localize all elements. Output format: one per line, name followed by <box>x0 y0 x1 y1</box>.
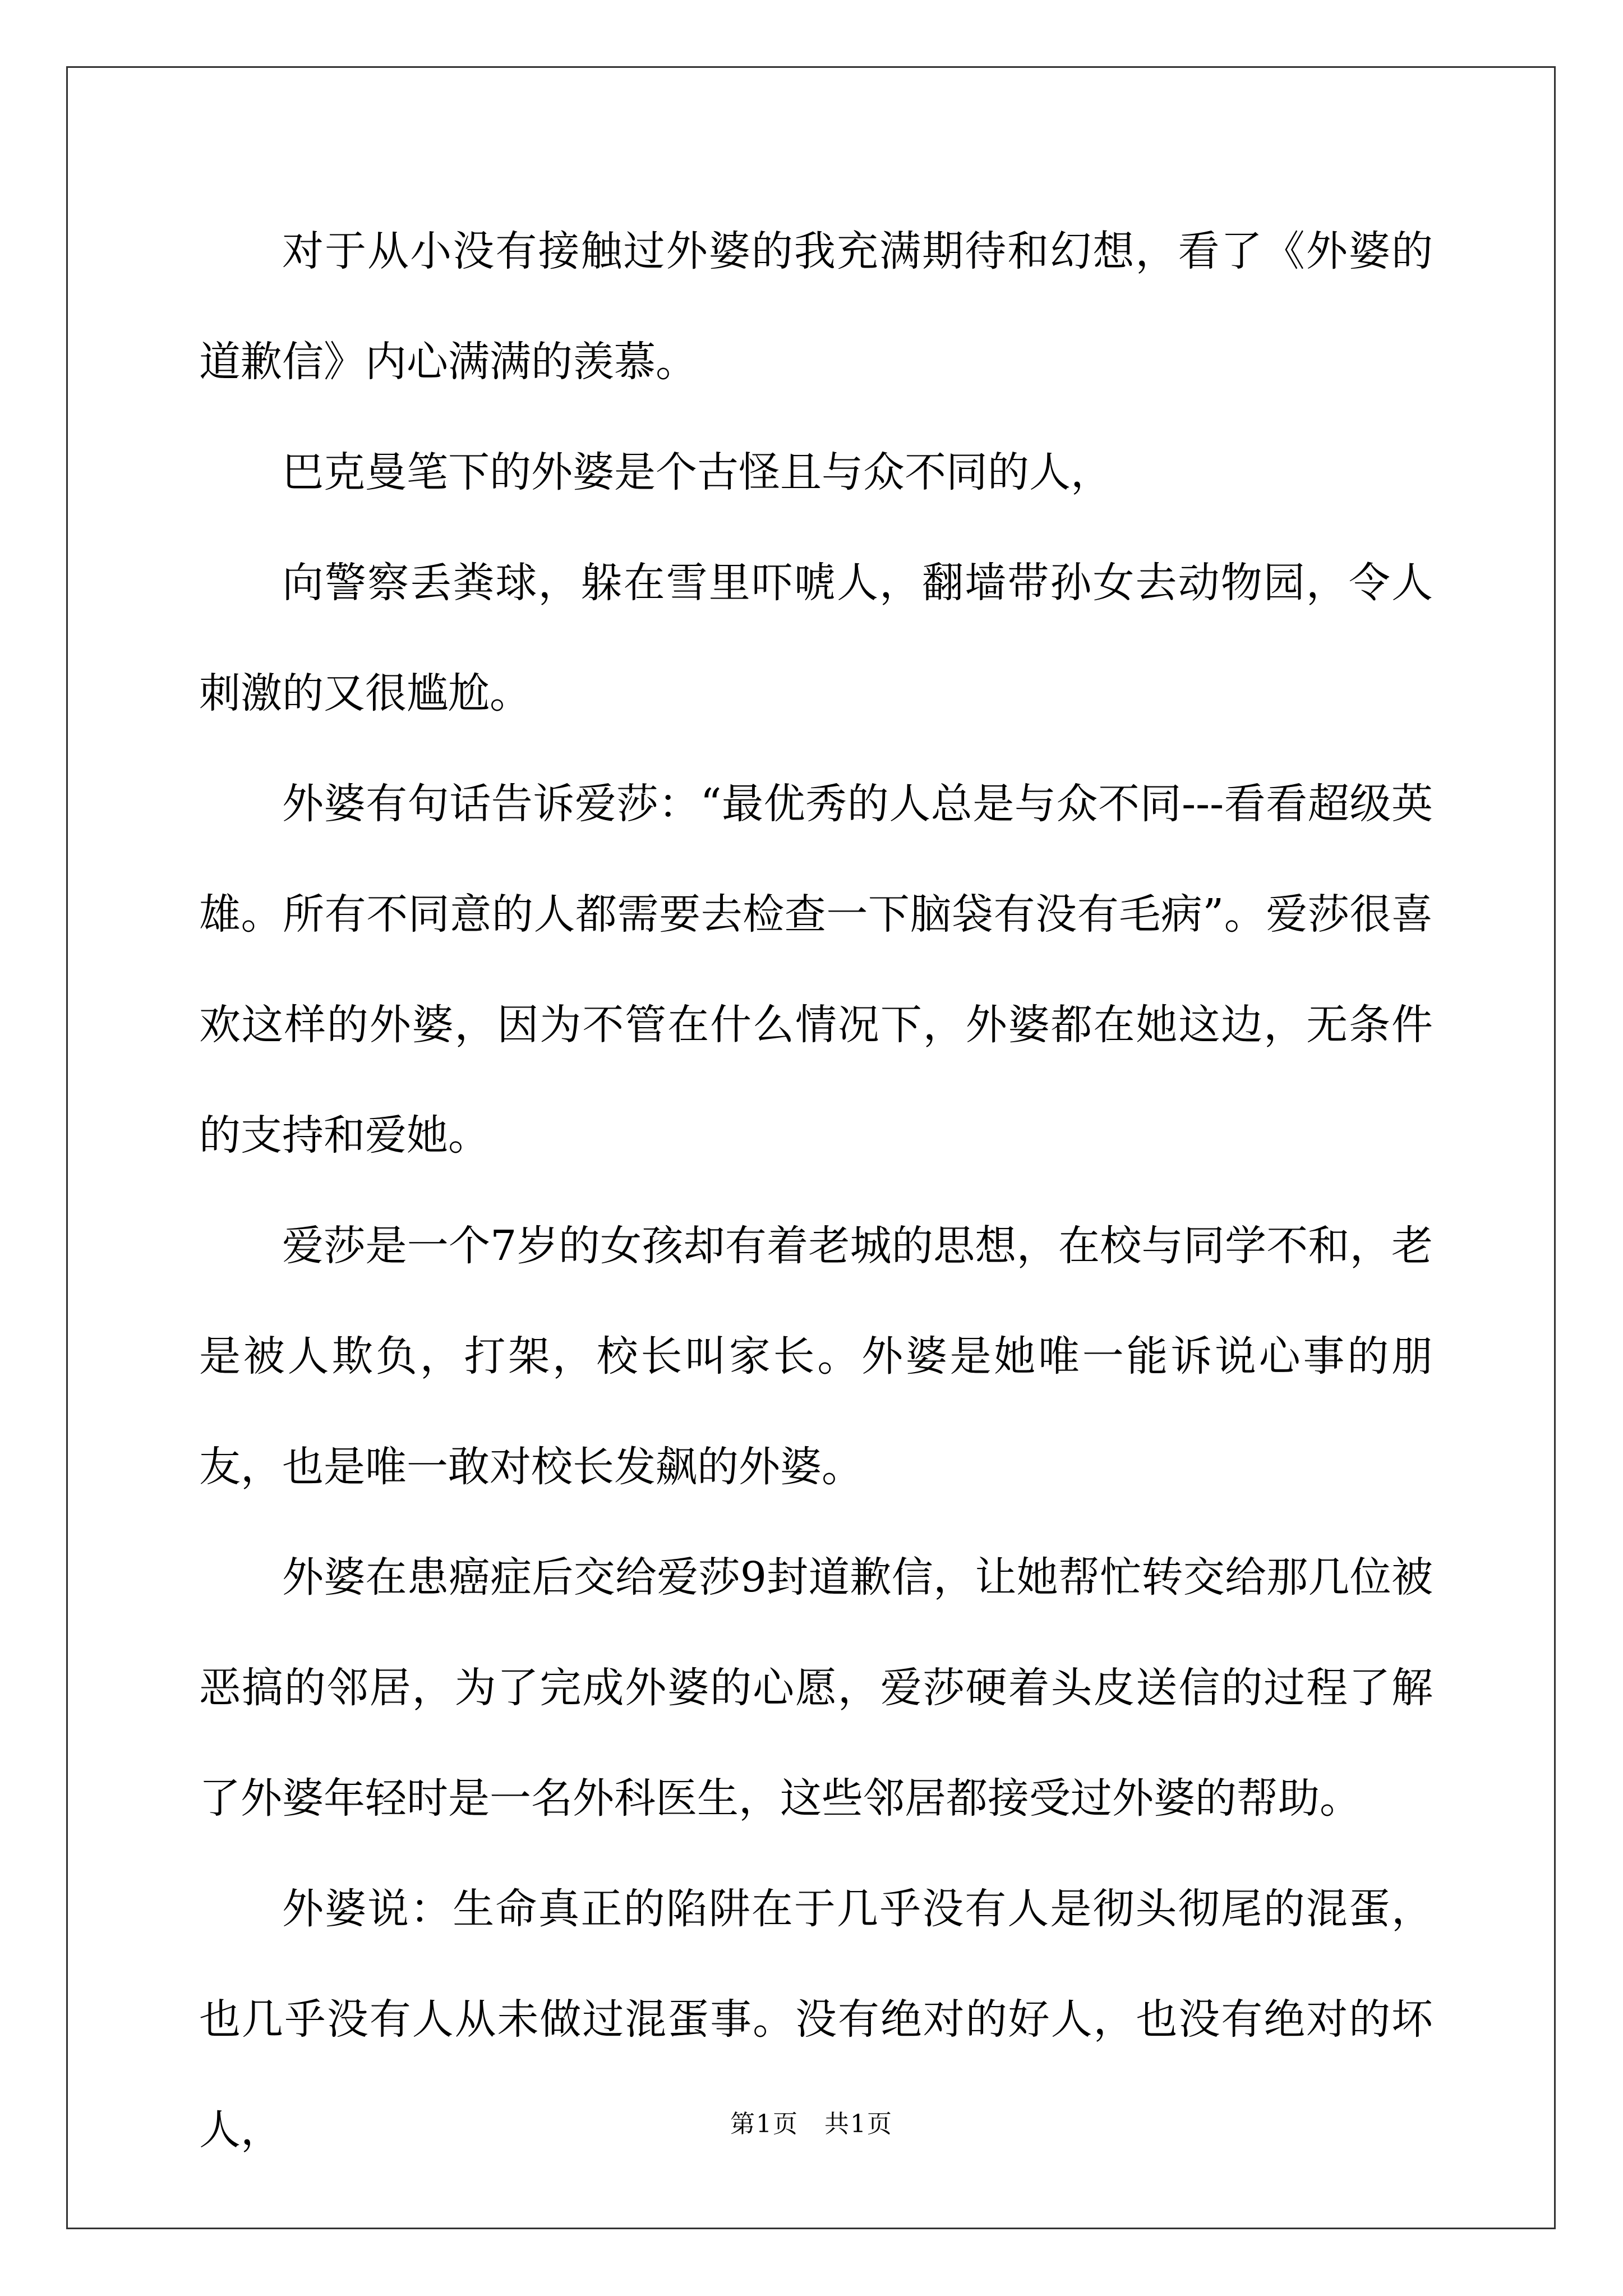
paragraph-4: 外婆有句话告诉爱莎：“最优秀的人总是与众不同---看看超级英雄。所有不同意的人都需要去检查一下脑袋有没有毛病”。爱莎很喜欢这样的外婆，因为不管在什么情况下，外婆都在她这边，无条件的支持和爱她。 <box>199 780 1433 1159</box>
paragraph-6: 外婆在患癌症后交给爱莎9封道歉信，让她帮忙转交给那几位被恶搞的邻居，为了完成外婆的心愿，爱莎硬着头皮送信的过程了解了外婆年轻时是一名外科医生，这些邻居都接受过外婆的帮助。 <box>199 1553 1433 1823</box>
paragraph-5: 爱莎是一个7岁的女孩却有着老城的思想，在校与同学不和，老是被人欺负，打架，校长叫家长。外婆是她唯一能诉说心事的朋友，也是唯一敢对校长发飙的外婆。 <box>199 1222 1433 1491</box>
paragraph-7: 外婆说：生命真正的陷阱在于几乎没有人是彻头彻尾的混蛋，也几乎没有人从未做过混蛋事。没有绝对的好人，也没有绝对的坏人， <box>199 1885 1433 2154</box>
paragraph-3: 向警察丢粪球，躲在雪里吓唬人，翻墙带孙女去动物园，令人刺激的又很尴尬。 <box>199 559 1433 717</box>
paragraph-2: 巴克曼笔下的外婆是个古怪且与众不同的人， <box>282 448 1112 496</box>
page-footer: 第1页 共1页 <box>730 2110 893 2138</box>
paragraph-1: 对于从小没有接触过外婆的我充满期待和幻想，看了《外婆的道歉信》内心满满的羡慕。 <box>199 227 1433 386</box>
